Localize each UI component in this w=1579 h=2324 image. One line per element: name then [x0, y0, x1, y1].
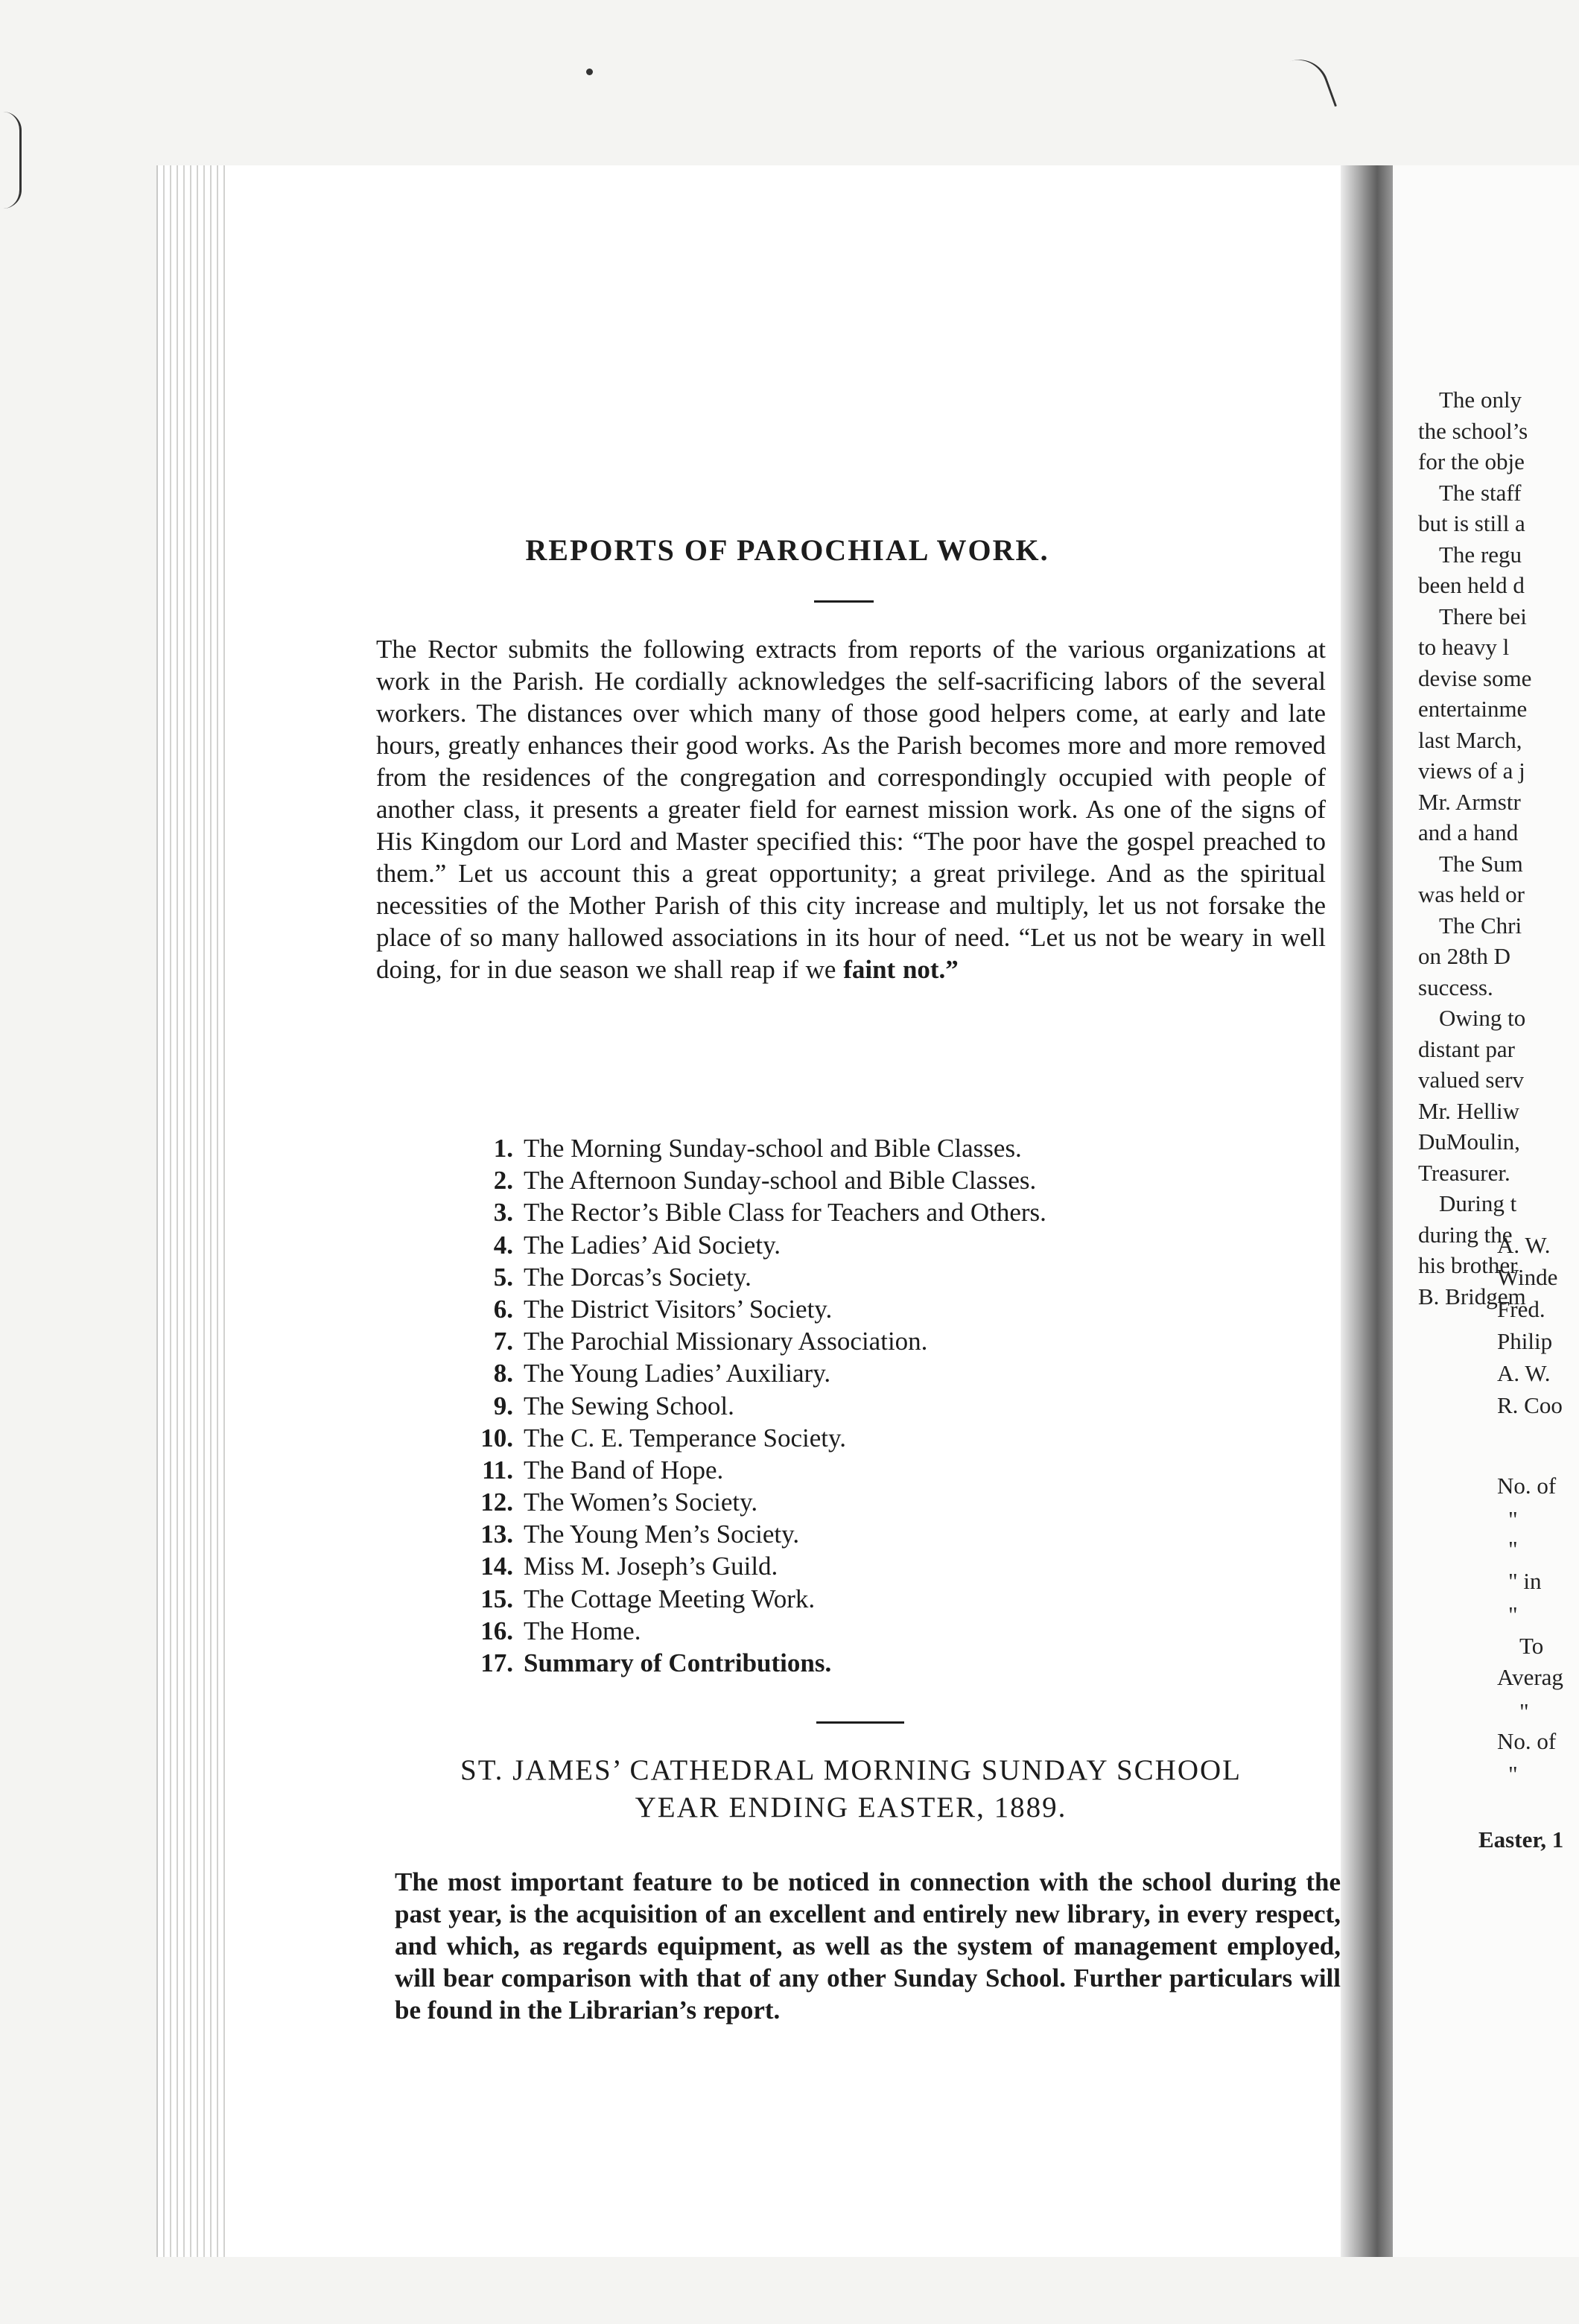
right-page-line: The only	[1439, 387, 1522, 413]
right-page-line: There bei	[1439, 603, 1527, 629]
page-heading: REPORTS OF PAROCHIAL WORK.	[525, 533, 1049, 567]
scan-artifact-left	[3, 112, 22, 209]
contents-item-number: 13.	[480, 1520, 513, 1549]
right-page-line: devise some	[1418, 664, 1532, 691]
right-page-line: Mr. Armstr	[1418, 788, 1521, 815]
book-gutter	[1341, 165, 1393, 2257]
contents-item-label: The Sewing School.	[524, 1391, 734, 1420]
heading-rule	[814, 600, 874, 603]
contents-item-number: 4.	[493, 1230, 513, 1260]
contents-item	[466, 1325, 1046, 1357]
right-page-line: but is still a	[1418, 510, 1525, 536]
right-page-line: success.	[1418, 974, 1493, 1000]
section-title-line1: ST. JAMES’ CATHEDRAL MORNING SUNDAY SCHOOL	[460, 1754, 1242, 1786]
right-page-line: The staff	[1439, 479, 1522, 506]
contents-item-label: The Young Men’s Society.	[524, 1520, 800, 1549]
right-page-line: No. of	[1497, 1473, 1557, 1499]
contents-item-number: 1.	[493, 1134, 513, 1163]
contents-item-label: The Rector’s Bible Class for Teachers and Others.	[524, 1198, 1046, 1228]
contents-item-number: 7.	[493, 1327, 513, 1356]
right-page-line: the school’s	[1418, 417, 1528, 444]
contents-item-number: 5.	[493, 1262, 513, 1292]
contents-item-number: 15.	[480, 1584, 513, 1613]
right-page-line: Mr. Helliw	[1418, 1097, 1520, 1124]
right-page-line: No. of	[1497, 1728, 1557, 1754]
contents-item	[466, 1357, 1046, 1389]
right-page-line: distant par	[1418, 1035, 1515, 1062]
right-page-line: Owing to	[1439, 1005, 1526, 1031]
contents-item	[466, 1390, 1046, 1422]
right-page-line: on 28th D	[1418, 943, 1510, 969]
right-page-line: Fred.	[1497, 1296, 1545, 1322]
contents-item	[466, 1196, 1046, 1228]
contents-item-number: 11.	[482, 1455, 513, 1485]
right-page-line: Easter, 1	[1478, 1826, 1564, 1852]
intro-paragraph-text: The Rector submits the following extracts from reports of the various organizations at work in the Parish. He cordially acknowledges the self-sacrificing labors of the several workers. The distances over which many of those good helpers come, at early and late hours, greatly enhances their good works. As the Parish becomes more and more removed from the residences of the congregation and correspondingly occupied with people of another class, it presents a greater field for earnest mission work. As one of the signs of His Kingdom our Lord and Master specified this: “The poor have the gospel preached to them.” Let us account this a great opportunity; a great privilege. And as the spiritual necessities of the Mother Parish of this city increase and multiply, let us not forsake the place of so many hallowed associations in its hour of need. “Let us not be weary in well doing, for in due season we shall reap if we	[376, 635, 1326, 984]
right-page-line: "	[1508, 1761, 1518, 1787]
contents-item-number: 10.	[480, 1423, 513, 1452]
contents-item	[466, 1583, 1046, 1615]
contents-item-label: The C. E. Temperance Society.	[524, 1423, 846, 1452]
right-page-line: been held d	[1418, 572, 1525, 598]
contents-item	[466, 1647, 1046, 1679]
contents-item-label: The Dorcas’s Society.	[524, 1262, 752, 1292]
contents-item	[466, 1422, 1046, 1454]
section-rule	[816, 1721, 904, 1724]
right-page-line: his brother	[1418, 1252, 1518, 1278]
contents-item-label: The Ladies’ Aid Society.	[524, 1230, 781, 1260]
right-page-line: A. W.	[1497, 1360, 1551, 1386]
right-page-line: for the obje	[1418, 448, 1525, 474]
contents-item-number: 9.	[493, 1391, 513, 1420]
right-page-line: A. W.	[1497, 1232, 1551, 1258]
contents-item	[466, 1293, 1046, 1325]
contents-item-label: The District Visitors’ Society.	[524, 1294, 833, 1324]
contents-item-label: The Young Ladies’ Auxiliary.	[524, 1359, 831, 1388]
intro-paragraph	[376, 633, 1326, 985]
contents-item	[466, 1132, 1046, 1164]
contents-item	[466, 1615, 1046, 1647]
right-page-line: Treasurer.	[1418, 1159, 1510, 1186]
right-page-line: During t	[1439, 1190, 1517, 1216]
right-page-line: To	[1519, 1633, 1544, 1659]
section-title-line2: YEAR ENDING EASTER, 1889.	[635, 1791, 1067, 1823]
intro-paragraph-end: faint not.”	[843, 955, 959, 984]
contents-item-label: Miss M. Joseph’s Guild.	[524, 1552, 778, 1581]
contents-item	[466, 1518, 1046, 1550]
contents-item	[466, 1261, 1046, 1293]
right-page-line: Averag	[1497, 1664, 1563, 1690]
right-page-line: DuMoulin,	[1418, 1128, 1520, 1155]
right-page-line: "	[1508, 1601, 1518, 1628]
section-title	[376, 1752, 1326, 1826]
contents-item-label: The Morning Sunday-school and Bible Classes.	[524, 1134, 1022, 1163]
right-page-line: "	[1508, 1506, 1518, 1532]
right-page-line: " in	[1508, 1568, 1542, 1594]
contents-item-label: The Cottage Meeting Work.	[524, 1584, 816, 1613]
contents-item-number: 3.	[493, 1198, 513, 1228]
contents-item-number: 6.	[493, 1294, 513, 1324]
right-page-line: to heavy l	[1418, 634, 1510, 660]
contents-item-label: The Band of Hope.	[524, 1455, 724, 1485]
contents-item-number: 2.	[493, 1166, 513, 1196]
contents-item	[466, 1486, 1046, 1518]
contents-item-number: 8.	[493, 1359, 513, 1388]
right-page	[1393, 165, 1579, 2257]
contents-item	[466, 1454, 1046, 1486]
contents-item-label: The Women’s Society.	[524, 1488, 758, 1517]
right-page-line: and a hand	[1418, 819, 1519, 845]
right-page-line: Winde	[1497, 1264, 1558, 1290]
right-page-line: views of a j	[1418, 758, 1525, 784]
page-edges	[156, 165, 229, 2257]
section-paragraph: The most important feature to be noticed in connection with the school during the past year, is the acquisition of an excellent and entirely new library, in every respect, and which, as regards equipment, as well as the system of management employed, will bear comparison with that of any other Sunday School. Further particulars will be found in the Librarian’s report.	[395, 1867, 1341, 2025]
contents-item-label: The Parochial Missionary Association.	[524, 1327, 928, 1356]
contents-item-number: 17.	[480, 1648, 513, 1677]
right-page-line: valued serv	[1418, 1067, 1525, 1093]
right-page-line: R. Coo	[1497, 1392, 1563, 1418]
contents-item-label: Summary of Contributions.	[524, 1648, 832, 1677]
contents-item-number: 14.	[480, 1552, 513, 1581]
contents-item-label: The Afternoon Sunday-school and Bible Classes.	[524, 1166, 1037, 1196]
contents-item-label: The Home.	[524, 1616, 641, 1645]
right-page-line: The Chri	[1439, 912, 1522, 939]
right-page-line: "	[1519, 1698, 1529, 1724]
scan-speck	[586, 69, 593, 75]
contents-item	[466, 1550, 1046, 1582]
right-page-line: "	[1508, 1536, 1518, 1562]
contents-list	[466, 1132, 1046, 1679]
right-page-line: Philip	[1497, 1328, 1553, 1354]
right-page-line: was held or	[1418, 881, 1525, 907]
contents-item	[466, 1164, 1046, 1196]
right-page-line: entertainme	[1418, 696, 1528, 722]
contents-item-number: 12.	[480, 1488, 513, 1517]
contents-item	[466, 1229, 1046, 1261]
right-page-line: last March,	[1418, 726, 1522, 753]
contents-item-number: 16.	[480, 1616, 513, 1645]
right-page-line: during the	[1418, 1221, 1513, 1248]
right-page-line: B. Bridgem	[1418, 1283, 1526, 1309]
right-page-line: The regu	[1439, 541, 1522, 568]
right-page-line: The Sum	[1439, 850, 1523, 877]
